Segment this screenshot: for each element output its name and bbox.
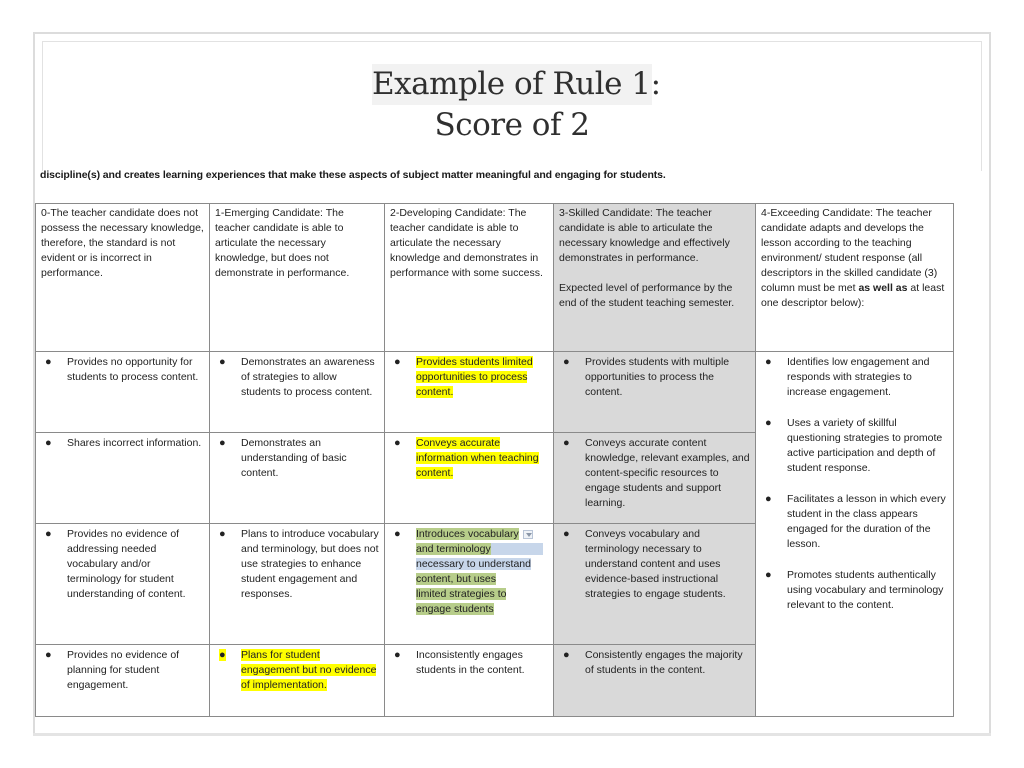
- bullet-icon: ●: [394, 649, 401, 661]
- standard-description: discipline(s) and creates learning experiences that make these aspects of subject matter meaningful and engaging for students.: [40, 169, 666, 181]
- table-row: [36, 352, 954, 433]
- rubric-cell-selected: [210, 645, 385, 717]
- header-score-4-bold: as well as: [858, 282, 908, 294]
- highlighted-text: Plans for student engagement but no evidence of implementation.: [241, 649, 377, 691]
- list-item: Uses a variety of skillful questioning strategies to promote active participation and depth of student response.: [787, 417, 943, 474]
- header-score-3-text: 3-Skilled Candidate: The teacher candidate is able to articulate the necessary knowledge and effectively demonstrates in performance.: [559, 207, 730, 264]
- rubric-table: [35, 203, 954, 717]
- bullet-icon: ●: [394, 356, 401, 368]
- bullet-icon: ●: [219, 528, 226, 540]
- header-row: [36, 204, 954, 352]
- highlighted-text: and terminology: [416, 543, 491, 555]
- cell-text: Demonstrates an understanding of basic content.: [241, 437, 347, 479]
- cell-text: Conveys vocabulary and terminology necessary to understand content and uses evidence-based instructional strategies to engage students.: [585, 528, 726, 600]
- bullet-icon: ●: [563, 649, 570, 661]
- header-score-1: [210, 204, 385, 352]
- bullet-icon: ●: [394, 528, 401, 540]
- cell-text: Provides no evidence of planning for student engagement.: [67, 649, 180, 691]
- cell-text: Plans to introduce vocabulary and terminology, but does not use strategies to enhance student engagement and responses.: [241, 528, 379, 600]
- list-item: Facilitates a lesson in which every student in the class appears engaged for the duration of the lesson.: [787, 493, 946, 550]
- exceeding-descriptors: [756, 352, 954, 717]
- bullet-icon: ●: [765, 417, 772, 429]
- rubric-cell: [36, 433, 210, 524]
- bullet-icon: ●: [45, 437, 52, 449]
- highlighted-text: engage students: [416, 603, 494, 615]
- rubric-cell: [554, 524, 756, 645]
- title-line-1: Example of Rule 1:: [372, 66, 661, 102]
- cell-text: Provides no evidence of addressing needed vocabulary and/or terminology for student understanding of content.: [67, 528, 186, 600]
- bullet-icon: ●: [45, 528, 52, 540]
- highlighted-text: limited strategies to: [416, 588, 507, 600]
- highlighted-text: necessary to understand: [416, 558, 531, 570]
- cell-text: Conveys accurate content knowledge, relevant examples, and content-specific resources to engage students and support learning.: [585, 437, 750, 509]
- cell-text: Demonstrates an awareness of strategies to allow students to process content.: [241, 356, 375, 398]
- rubric-cell-selected: [385, 352, 554, 433]
- header-score-2: [385, 204, 554, 352]
- chevron-down-icon[interactable]: [523, 530, 533, 539]
- header-score-3: [554, 204, 756, 352]
- rubric-cell: [210, 433, 385, 524]
- cell-text: Inconsistently engages students in the content.: [416, 649, 525, 676]
- rubric-cell: [554, 352, 756, 433]
- list-item: Promotes students authentically using vocabulary and terminology relevant to the content.: [787, 569, 944, 611]
- bullet-icon: ●: [563, 356, 570, 368]
- highlighted-text: Conveys accurate information when teaching content.: [416, 437, 539, 479]
- bullet-icon: ●: [563, 528, 570, 540]
- bullet-icon: ●: [394, 437, 401, 449]
- header-score-4-text-end: at least one descriptor below):: [761, 282, 945, 309]
- slide-title: [372, 64, 661, 146]
- title-line-2: Score of 2: [372, 105, 652, 146]
- rubric-cell: [210, 352, 385, 433]
- bullet-icon: ●: [765, 356, 772, 368]
- highlighted-text: Introduces vocabulary: [416, 528, 519, 540]
- cell-text: Consistently engages the majority of students in the content.: [585, 649, 743, 676]
- bullet-icon: ●: [765, 493, 772, 505]
- bullet-icon: ●: [219, 437, 226, 449]
- highlighted-text: Provides students limited opportunities to process content.: [416, 356, 533, 398]
- rubric-cell: [36, 352, 210, 433]
- bullet-icon: ●: [219, 356, 226, 368]
- rubric-cell: [385, 645, 554, 717]
- header-score-3-note: Expected level of performance by the end of the student teaching semester.: [559, 282, 735, 309]
- header-score-4-text: 4-Exceeding Candidate: The teacher candidate adapts and develops the lesson according to the teaching environment/ student response (all descriptors in the skilled candidate (3) column must be met: [761, 207, 938, 294]
- rubric-cell: [210, 524, 385, 645]
- header-score-0-text: 0-The teacher candidate does not possess the necessary knowledge, therefore, the standard is not evident or is incorrect in performance.: [41, 207, 204, 279]
- cell-text: Provides no opportunity for students to process content.: [67, 356, 199, 383]
- cell-text: Provides students with multiple opportunities to process the content.: [585, 356, 730, 398]
- rubric-document: [35, 155, 953, 717]
- rubric-cell: [36, 524, 210, 645]
- rubric-cell-selected: [385, 524, 554, 645]
- bullet-icon: ●: [45, 649, 52, 661]
- bullet-icon: ●: [45, 356, 52, 368]
- rubric-cell: [554, 645, 756, 717]
- header-score-1-text: 1-Emerging Candidate: The teacher candidate is able to articulate the necessary knowledge, but does not demonstrate in performance.: [215, 207, 350, 279]
- list-item: Identifies low engagement and responds with strategies to increase engagement.: [787, 356, 930, 398]
- rubric-cell: [554, 433, 756, 524]
- header-score-0: [36, 204, 210, 352]
- rubric-cell: [36, 645, 210, 717]
- bullet-icon: ●: [219, 649, 226, 661]
- rubric-cell-selected: [385, 433, 554, 524]
- bullet-icon: ●: [765, 569, 772, 581]
- cell-text: Shares incorrect information.: [67, 437, 202, 449]
- bottom-divider: [33, 733, 991, 736]
- bullet-icon: ●: [563, 437, 570, 449]
- highlighted-text: content, but uses: [416, 573, 496, 585]
- header-score-4: [756, 204, 954, 352]
- header-score-2-text: 2-Developing Candidate: The teacher candidate is able to articulate the necessary knowledge and demonstrates in performance with some success.: [390, 207, 543, 279]
